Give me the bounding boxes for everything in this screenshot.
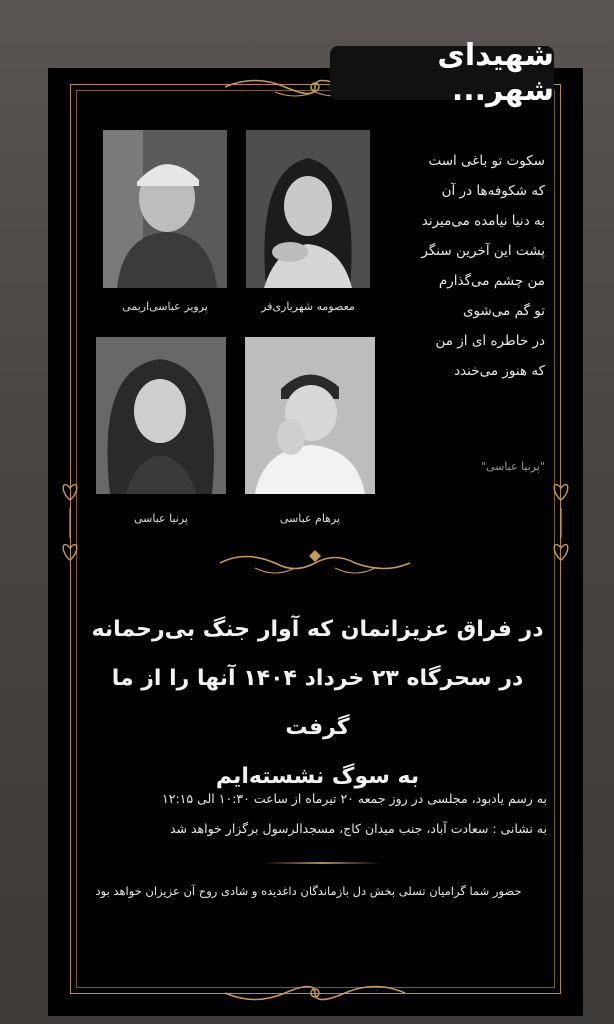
poem-line: سکوت تو باغی است — [428, 153, 545, 169]
photo-masoumeh — [246, 130, 370, 288]
poem-line: در خاطره ای از من — [435, 333, 545, 349]
headline-line: در سحرگاه ۲۳ خرداد ۱۴۰۴ آنها را از ما گرفت — [111, 666, 524, 740]
middle-flourish-ornament — [215, 548, 415, 578]
headline-line: در فراق عزیزانمان که آوار جنگ بی‌رحمانه — [91, 617, 544, 642]
poem-line: که شکوفه‌ها در آن — [441, 183, 545, 199]
poem-line: من چشم می‌گذارم — [438, 273, 545, 289]
poem-line: که هنوز می‌خندد — [454, 363, 545, 379]
photo-parham — [245, 337, 375, 494]
story-sticker: شهیدای شهر... — [330, 46, 554, 100]
ceremony-info — [80, 784, 547, 844]
poem-author: "پرنیا عباسی" — [480, 460, 545, 473]
left-heart-ornament — [60, 478, 80, 568]
portrait-boy-icon — [245, 337, 375, 494]
poem — [405, 146, 545, 386]
portrait-woman-icon — [246, 130, 370, 288]
bottom-flourish-ornament — [215, 980, 415, 1006]
photo-name-parviz: پرویز عباسی‌اریمی — [122, 300, 208, 313]
photo-name-masoumeh: معصومه شهریاری‌فر — [261, 300, 355, 313]
photo-parnia — [96, 337, 226, 494]
portrait-man-cap-icon — [103, 130, 227, 288]
photo-name-parnia: پرنیا عباسی — [134, 512, 188, 525]
memorial-headline — [80, 605, 555, 801]
ceremony-address: به نشانی : سعادت آباد، جنب میدان کاج، مسجدالرسول برگزار خواهد شد — [169, 821, 547, 836]
right-heart-ornament — [551, 478, 571, 568]
closing-text: حضور شما گرامیان تسلی بخش دل بازماندگان داغدیده و شادی روح آن عزیزان خواهد بود — [95, 884, 522, 898]
portrait-girl-icon — [96, 337, 226, 494]
divider-line — [262, 862, 382, 864]
poem-line: تو گم می‌شوی — [462, 303, 545, 319]
headline-line: به سوگ نشسته‌ایم — [215, 764, 420, 789]
photo-parviz — [103, 130, 227, 288]
ceremony-time: به رسم یادبود، مجلسی در روز جمعه ۲۰ تیرماه از ساعت ۱۰:۳۰ الی ۱۲:۱۵ — [162, 791, 547, 806]
photo-name-parham: پرهام عباسی — [279, 512, 341, 525]
poem-line: پشت این آخرین سنگر — [421, 243, 545, 259]
poem-line: به دنیا نیامده می‌میرند — [421, 213, 545, 229]
